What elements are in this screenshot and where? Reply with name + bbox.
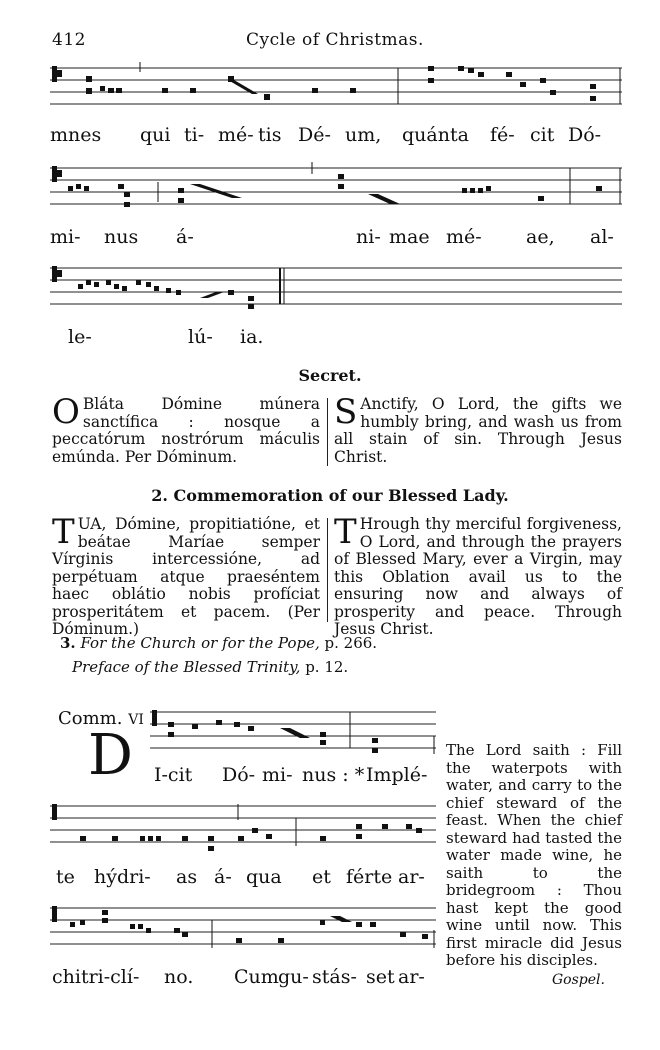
- item-number: 3.: [60, 634, 76, 652]
- lyric-syllable: te: [56, 866, 75, 888]
- lyric-syllable: á-: [176, 226, 194, 248]
- commemoration-latin: [52, 512, 320, 639]
- latin-text: Bláta Dómine múnera sanctífica : nosque a peccatórum nostrórum máculis emúnda. Per Dóminum.: [52, 395, 320, 466]
- column-divider: [327, 398, 328, 466]
- lyric-syllable: mé-: [218, 124, 254, 146]
- column-divider: [327, 518, 328, 622]
- lyric-syllable: qua: [246, 866, 282, 888]
- lyric-syllable: hýdri-: [94, 866, 151, 888]
- lyric-syllable: gu-: [278, 966, 309, 988]
- communion-translation: The Lord saith : Fill the waterpots with water, and carry to the chief steward of the feast. When the chief steward had tasted the water made wine, he saith to the bridegroom : Thou hast kept the good wine until now. This first miracle did Jesus before his disciples.: [446, 741, 622, 969]
- lyric-syllable: quánta: [402, 124, 469, 146]
- preface-line: [72, 658, 348, 676]
- lyric-syllable: ia.: [240, 326, 264, 348]
- secret-latin: [52, 392, 320, 466]
- lyric-syllable: set: [366, 966, 395, 988]
- lyric-syllable: lú-: [188, 326, 213, 348]
- gospel-label: Gospel.: [552, 972, 605, 988]
- chant-staff-4: [150, 708, 436, 762]
- lyric-syllable: um,: [345, 124, 382, 146]
- comm-label-text: Comm.: [58, 708, 123, 729]
- lyric-syllable: mé-: [446, 226, 482, 248]
- lyric-syllable: le-: [68, 326, 92, 348]
- lyric-syllable: Cum: [234, 966, 279, 988]
- drop-cap: T: [52, 512, 75, 552]
- lyric-syllable: no.: [164, 966, 194, 988]
- lyric-syllable: I-cit: [154, 764, 193, 786]
- lyric-syllable: mi-: [262, 764, 293, 786]
- lyric-syllable: ni-: [356, 226, 381, 248]
- lyric-syllable: férte: [346, 866, 393, 888]
- lyric-syllable: stás-: [312, 966, 357, 988]
- lyric-syllable: mnes: [50, 124, 102, 146]
- lyric-syllable: Implé-: [366, 764, 428, 786]
- english-text: Anctify, O Lord, the gifts we humbly bring, and wash us from all stain of sin. Through Jesus Christ.: [334, 395, 622, 466]
- lyric-syllable: qui: [140, 124, 171, 146]
- item-text: For the Church or for the Pope,: [80, 634, 320, 652]
- mode-label: VI: [128, 712, 144, 728]
- lyric-syllable: Dó-: [568, 124, 602, 146]
- running-title: Cycle of Christmas.: [246, 30, 424, 50]
- commemoration-english: [334, 512, 622, 639]
- drop-cap: S: [334, 392, 358, 432]
- item-3-line: [60, 634, 377, 652]
- lyric-syllable: ar-: [398, 866, 425, 888]
- lyric-syllable: mi-: [50, 226, 81, 248]
- page-ref: p. 12.: [305, 658, 349, 676]
- preface-text: Preface of the Blessed Trinity,: [72, 658, 301, 676]
- drop-cap: O: [52, 392, 80, 432]
- lyric-syllable: fé-: [490, 124, 515, 146]
- lyric-syllable: nus : *: [302, 764, 365, 786]
- page-ref: p. 266.: [324, 634, 378, 652]
- latin-text: UA, Dómine, propitiatióne, et beátae Maríae semper Vírginis intercessióne, ad perpétuam atque praeséntem haec oblátio nobis profíciat prosperitátem et pacem. (Per Dóminum.): [52, 515, 320, 638]
- lyric-syllable: ti-: [184, 124, 205, 146]
- lyric-syllable: ar-: [398, 966, 425, 988]
- lyric-syllable: cit: [530, 124, 555, 146]
- lyric-syllable: ae,: [526, 226, 555, 248]
- lyric-syllable: chitri-clí-: [52, 966, 140, 988]
- communion-initial: D: [88, 723, 133, 788]
- chant-staff-3: [50, 262, 622, 322]
- lyric-syllable: as: [176, 866, 198, 888]
- lyric-syllable: Dó-: [222, 764, 256, 786]
- section-heading-commemoration: 2. Commemoration of our Blessed Lady.: [151, 486, 509, 505]
- lyric-syllable: et: [312, 866, 331, 888]
- lyric-syllable: tis: [258, 124, 282, 146]
- lyric-syllable: Dé-: [298, 124, 331, 146]
- lyric-syllable: al-: [590, 226, 614, 248]
- lyric-syllable: nus: [104, 226, 139, 248]
- chant-staff-2: [50, 162, 622, 222]
- secret-english: [334, 392, 622, 466]
- chant-staff-6: [50, 902, 436, 962]
- page-number: 412: [52, 30, 86, 50]
- chant-staff-5: [50, 800, 436, 860]
- section-heading-secret: Secret.: [298, 366, 362, 385]
- chant-staff-1: [50, 62, 622, 122]
- drop-cap: T: [334, 512, 357, 552]
- lyric-syllable: á-: [214, 866, 232, 888]
- english-text: Hrough thy merciful forgiveness, O Lord, and through the prayers of Blessed Mary, ever a Virgin, may this Oblation avail us to the ensuring now and always of prosperity and peace. Through Jesus Christ.: [334, 515, 622, 638]
- lyric-syllable: mae: [389, 226, 430, 248]
